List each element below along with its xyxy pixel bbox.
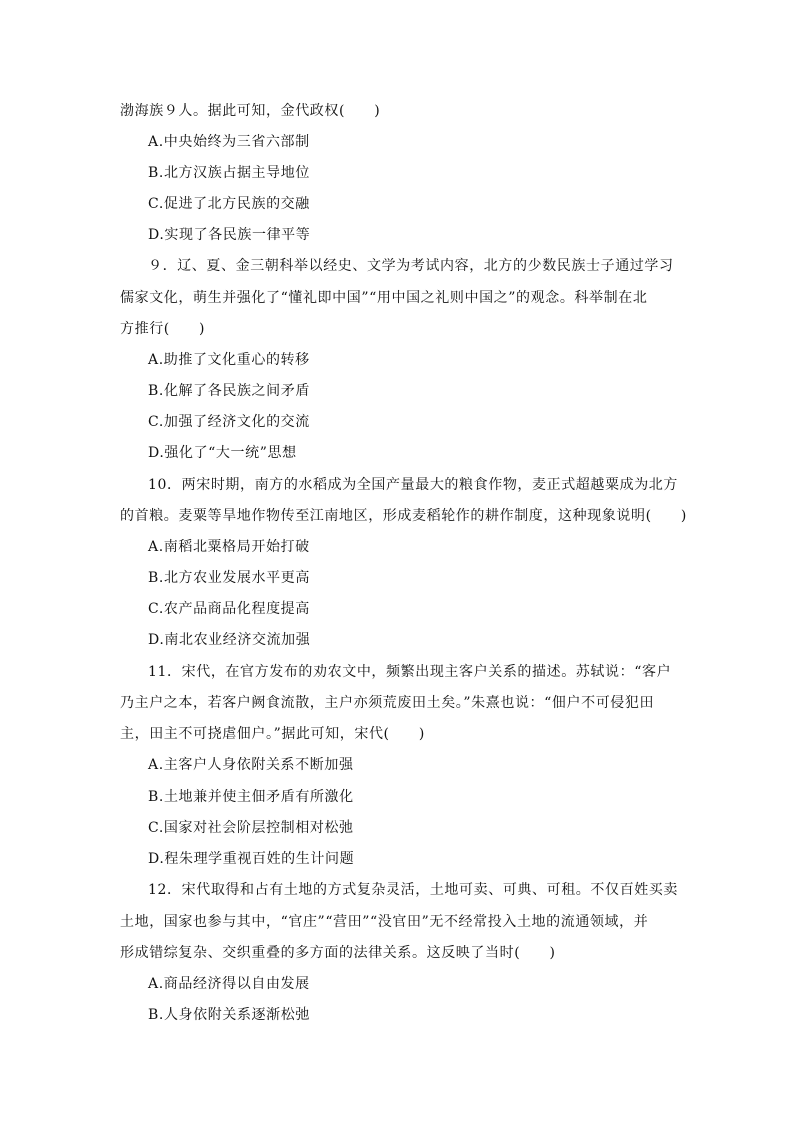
q11-stem-line-1: 11．宋代，在官方发布的劝农文中，频繁出现主客户关系的描述。苏轼说：“客户 (148, 664, 672, 680)
q11-option-a: A.主客户人身依附关系不断加强 (148, 757, 354, 773)
q11-stem-line-3: 主，田主不可挠虐佃户。”据此可知，宋代( ) (120, 726, 425, 742)
q11-option-d: D.程朱理学重视百姓的生计问题 (148, 851, 355, 867)
q8-option-a: A.中央始终为三省六部制 (148, 134, 310, 150)
q11-option-c: C.国家对社会阶层控制相对松弛 (148, 820, 354, 836)
q9-stem-line-3: 方推行( ) (120, 321, 206, 337)
q12-stem-line-2: 土地，国家也参与其中，“官庄”“营田”“没官田”无不经常投入土地的流通领域，并 (120, 914, 649, 930)
q9-option-c: C.加强了经济文化的交流 (148, 414, 310, 430)
q8-option-c: C.促进了北方民族的交融 (148, 196, 310, 212)
q11-option-b: B.土地兼并使主佃矛盾有所激化 (148, 789, 354, 805)
q10-option-b: B.北方农业发展水平更高 (148, 570, 310, 586)
q10-stem-line-1: 10．两宋时期，南方的水稻成为全国产量最大的粮食作物，麦正式超越粟成为北方 (148, 477, 679, 493)
question-8-stem-tail: 渤海族９人。据此可知，金代政权( ) (120, 103, 381, 119)
q10-stem-line-2: 的首粮。麦粟等旱地作物传至江南地区，形成麦稻轮作的耕作制度，这种现象说明( ) (120, 508, 687, 524)
q9-stem-line-2: 儒家文化，萌生并强化了“懂礼即中国”“用中国之礼则中国之”的观念。科举制在北 (120, 290, 648, 306)
q9-stem-line-1: ９．辽、夏、金三朝科举以经史、文学为考试内容，北方的少数民族士子通过学习 (148, 258, 674, 274)
q9-option-b: B.化解了各民族之间矛盾 (148, 383, 310, 399)
q10-option-d: D.南北农业经济交流加强 (148, 632, 311, 648)
q8-option-d: D.实现了各民族一律平等 (148, 227, 311, 243)
q10-option-c: C.农产品商品化程度提高 (148, 601, 310, 617)
q12-stem-line-3: 形成错综复杂、交织重叠的多方面的法律关系。这反映了当时( ) (120, 945, 556, 961)
q10-option-a: A.南稻北粟格局开始打破 (148, 539, 310, 555)
q8-option-b: B.北方汉族占据主导地位 (148, 165, 310, 181)
q9-option-d: D.强化了“大一统”思想 (148, 445, 297, 461)
q12-option-a: A.商品经济得以自由发展 (148, 976, 310, 992)
q11-stem-line-2: 乃主户之本，若客户阙食流散，主户亦须荒废田土矣。”朱熹也说：“佃户不可侵犯田 (120, 695, 655, 711)
q12-stem-line-1: 12．宋代取得和占有土地的方式复杂灵活，土地可卖、可典、可租。不仅百姓买卖 (148, 882, 679, 898)
q12-option-b: B.人身依附关系逐渐松弛 (148, 1007, 310, 1023)
q9-option-a: A.助推了文化重心的转移 (148, 352, 310, 368)
